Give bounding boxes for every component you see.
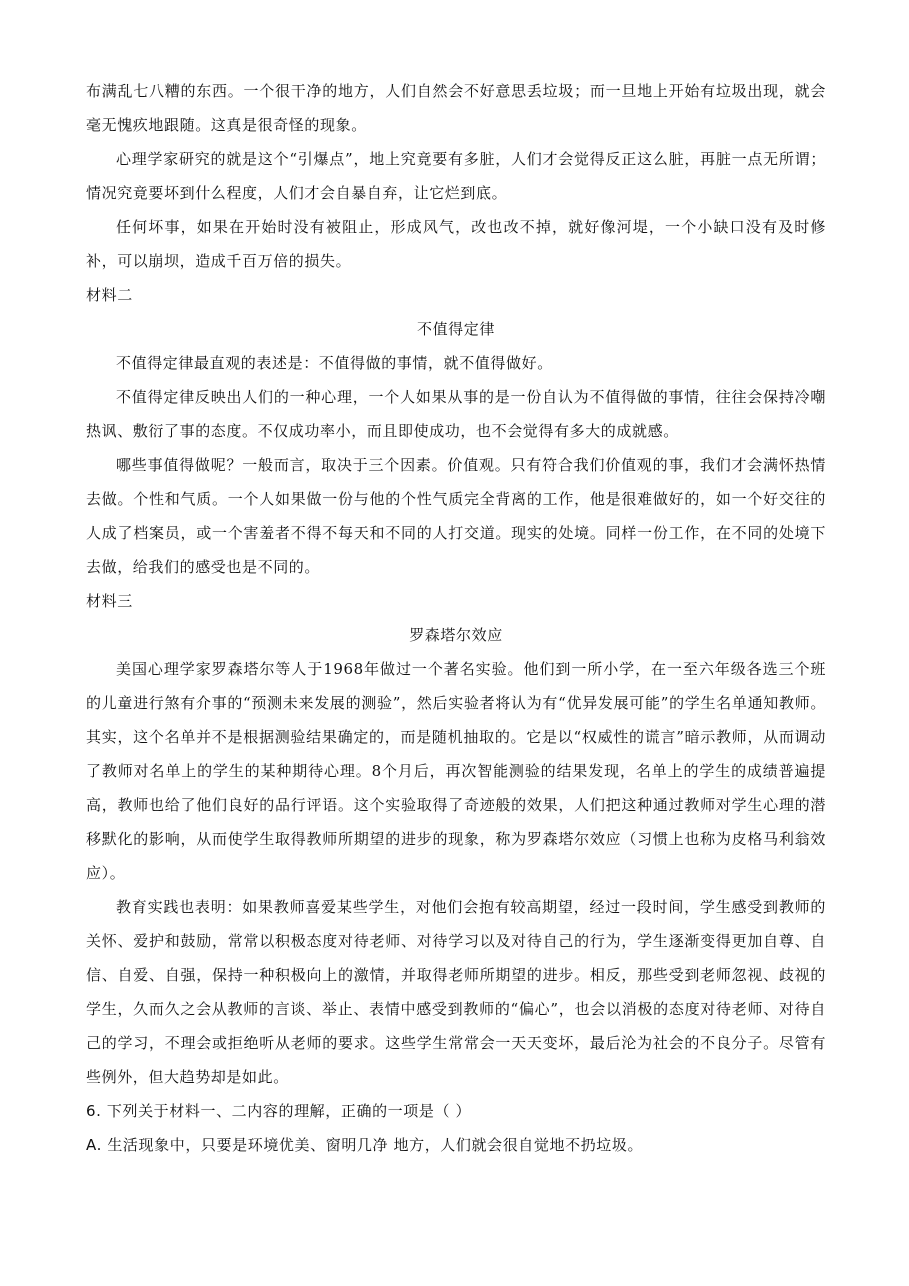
question-6-stem: 6. 下列关于材料一、二内容的理解，正确的一项是（ ） <box>86 1102 472 1120</box>
document-body <box>86 74 826 1162</box>
material1-paragraph-1: 布满乱七八糟的东西。一个很干净的地方，人们自然会不好意思丢垃圾；而一旦地上开始有垃圾出现，就会毫无愧疚地跟随。这真是很奇怪的现象。 <box>86 82 826 134</box>
material3-label: 材料三 <box>86 592 133 610</box>
material2-title: 不值得定律 <box>416 320 495 338</box>
material2-label: 材料二 <box>86 286 133 304</box>
material3-paragraph-1: 美国心理学家罗森塔尔等人于1968年做过一个著名实验。他们到一所小学，在一至六年级各选三个班的儿童进行煞有介事的“预测未来发展的测验”，然后实验者将认为有“优异发展可能”的学生名单通知教师。其实，这个名单并不是根据测验结果确定的，而是随机抽取的。它是以“权威性的谎言”暗示教师，从而调动了教师对名单上的学生的某种期待心理。8个月后，再次智能测验的结果发现，名单上的学生的成绩普遍提高，教师也给了他们良好的品行评语。这个实验取得了奇迹般的效果，人们把这种通过教师对学生心理的潜移默化的影响，从而使学生取得教师所期望的进步的现象，称为罗森塔尔效应（习惯上也称为皮格马利翁效应）。 <box>86 660 826 882</box>
material3-paragraph-2: 教育实践也表明：如果教师喜爱某些学生，对他们会抱有较高期望，经过一段时间，学生感受到教师的关怀、爱护和鼓励，常常以积极态度对待老师、对待学习以及对待自己的行为，学生逐渐变得更加自尊、自信、自爱、自强，保持一种积极向上的激情，并取得老师所期望的进步。相反，那些受到老师忽视、歧视的学生，久而久之会从教师的言谈、举止、表情中感受到教师的“偏心”，也会以消极的态度对待老师、对待自己的学习，不理会或拒绝听从老师的要求。这些学生常常会一天天变坏，最后沦为社会的不良分子。尽管有些例外，但大趋势却是如此。 <box>86 898 826 1086</box>
material3-title: 罗森塔尔效应 <box>409 626 503 644</box>
material2-paragraph-1: 不值得定律最直观的表述是：不值得做的事情，就不值得做好。 <box>116 354 553 372</box>
material2-paragraph-3: 哪些事值得做呢？一般而言，取决于三个因素。价值观。只有符合我们价值观的事，我们才会满怀热情去做。个性和气质。一个人如果做一份与他的个性气质完全背离的工作，他是很难做好的，如一个好交往的人成了档案员，或一个害羞者不得不每天和不同的人打交道。现实的处境。同样一份工作，在不同的处境下去做，给我们的感受也是不同的。 <box>86 456 826 576</box>
material2-paragraph-2: 不值得定律反映出人们的一种心理，一个人如果从事的是一份自认为不值得做的事情，往往会保持冷嘲热讽、敷衍了事的态度。不仅成功率小，而且即使成功，也不会觉得有多大的成就感。 <box>86 388 826 440</box>
question-6-option-a: A. 生活现象中，只要是环境优美、窗明几净 地方，人们就会很自觉地不扔垃圾。 <box>86 1136 644 1154</box>
material1-paragraph-2: 心理学家研究的就是这个“引爆点”，地上究竟要有多脏，人们才会觉得反正这么脏，再脏一点无所谓；情况究竟要坏到什么程度，人们才会自暴自弃，让它烂到底。 <box>86 150 826 202</box>
material1-paragraph-3: 任何坏事，如果在开始时没有被阻止，形成风气，改也改不掉，就好像河堤，一个小缺口没有及时修补，可以崩坝，造成千百万倍的损失。 <box>86 218 826 270</box>
